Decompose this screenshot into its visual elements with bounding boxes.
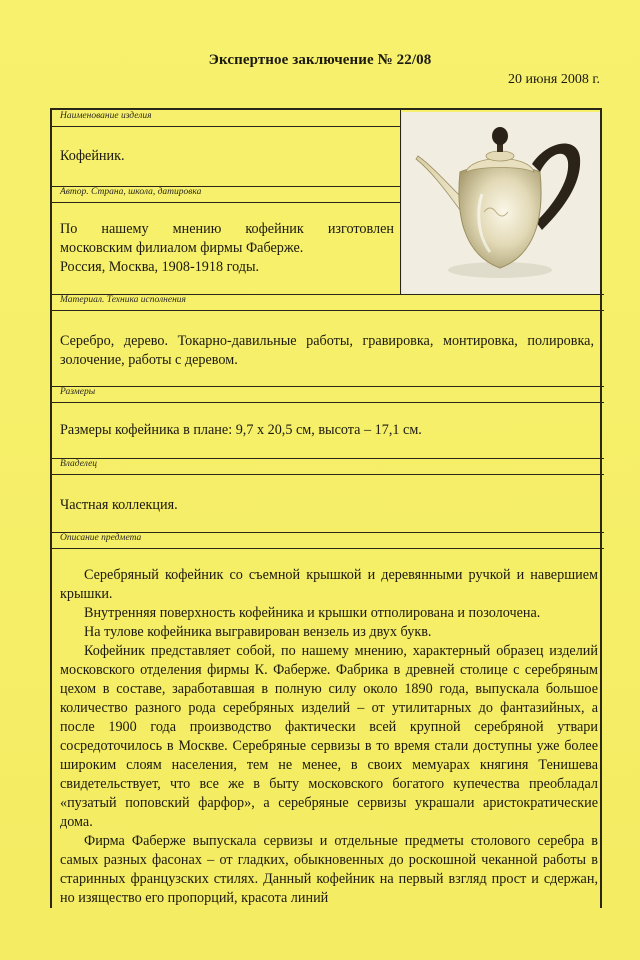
description-label: Описание предмета bbox=[60, 533, 142, 543]
divider bbox=[52, 402, 604, 403]
document-date: 20 июня 2008 г. bbox=[507, 72, 600, 87]
description-paragraph: На тулове кофейника выгравирован вензель из двух букв. bbox=[84, 624, 432, 640]
document-title: Экспертное заключение № 22/08 bbox=[208, 52, 432, 68]
author-line: Россия, Москва, 1908-1918 годы. bbox=[60, 259, 260, 275]
divider bbox=[52, 474, 604, 475]
coffee-pot-icon bbox=[402, 112, 600, 294]
item-name-value: Кофейник. bbox=[60, 148, 125, 164]
description-paragraph: Кофейник представляет собой, по нашему мнению, характерный образец изделий московского отделения фирмы К. Фаберже. Фабрика в древней столице с серебряным цехом в составе, заработавшая в полную силу около 1890 года, выпускала большое количество разного рода серебряных изделий – от утилитарных до фантазийных, а после 1900 года производство фактически всей крупной серебряной утвари сосредоточилось в Москве. Серебряные сервизы в то время стали доступны уже более широким слоям населения, тем не менее, в своих мемуарах княгиня Тенишева свидетельствует, что все же в быту московского богатого купечества преобладал «пузатый поповский фарфор», а серебряные сервизы украшали аристократические дома. bbox=[60, 643, 598, 830]
author-value bbox=[60, 220, 394, 277]
description-paragraph: Внутренняя поверхность кофейника и крышки отполирована и позолочена. bbox=[84, 605, 541, 621]
description-paragraph: Фирма Фаберже выпускала сервизы и отдельные предметы столового серебра в самых разных фасонах – от гладких, обыкновенных до роскошной чеканной работы в старинных французских стилях. Данный кофейник на первый взгляд прост и сдержан, но изящество его пропорций, красота линий bbox=[60, 833, 598, 906]
divider bbox=[52, 310, 604, 311]
dimensions-prefix: Размеры кофейника в плане bbox=[60, 422, 229, 438]
divider bbox=[52, 548, 604, 549]
description-paragraph: Серебряный кофейник со съемной крышкой и деревянными ручкой и навершием крышки. bbox=[60, 567, 598, 602]
owner-value: Частная коллекция. bbox=[60, 497, 178, 513]
coffee-pot-photo bbox=[402, 112, 600, 294]
divider bbox=[52, 202, 400, 203]
dimensions-rest: : 9,7 х 20,5 см, высота – 17,1 см. bbox=[228, 422, 422, 438]
author-line: По нашему мнению кофейник изготовлен bbox=[60, 221, 394, 237]
divider bbox=[52, 386, 604, 387]
material-label: Материал. Техника исполнения bbox=[60, 295, 186, 305]
divider bbox=[52, 126, 400, 127]
owner-label: Владелец bbox=[60, 459, 98, 469]
dimensions-label: Размеры bbox=[60, 387, 96, 397]
photo-divider bbox=[400, 110, 401, 294]
dimensions-value bbox=[60, 421, 422, 440]
author-label: Автор. Страна, школа, датировка bbox=[60, 187, 202, 197]
item-name-label: Наименование изделия bbox=[60, 111, 152, 121]
material-value: Серебро, дерево. Токарно-давильные работы, гравировка, монтировка, полировка, золочение, работы с деревом. bbox=[60, 333, 594, 368]
divider bbox=[52, 458, 604, 459]
expertise-form bbox=[50, 108, 602, 908]
description-text bbox=[60, 566, 598, 908]
author-line: московским филиалом фирмы Фаберже. bbox=[60, 240, 304, 256]
